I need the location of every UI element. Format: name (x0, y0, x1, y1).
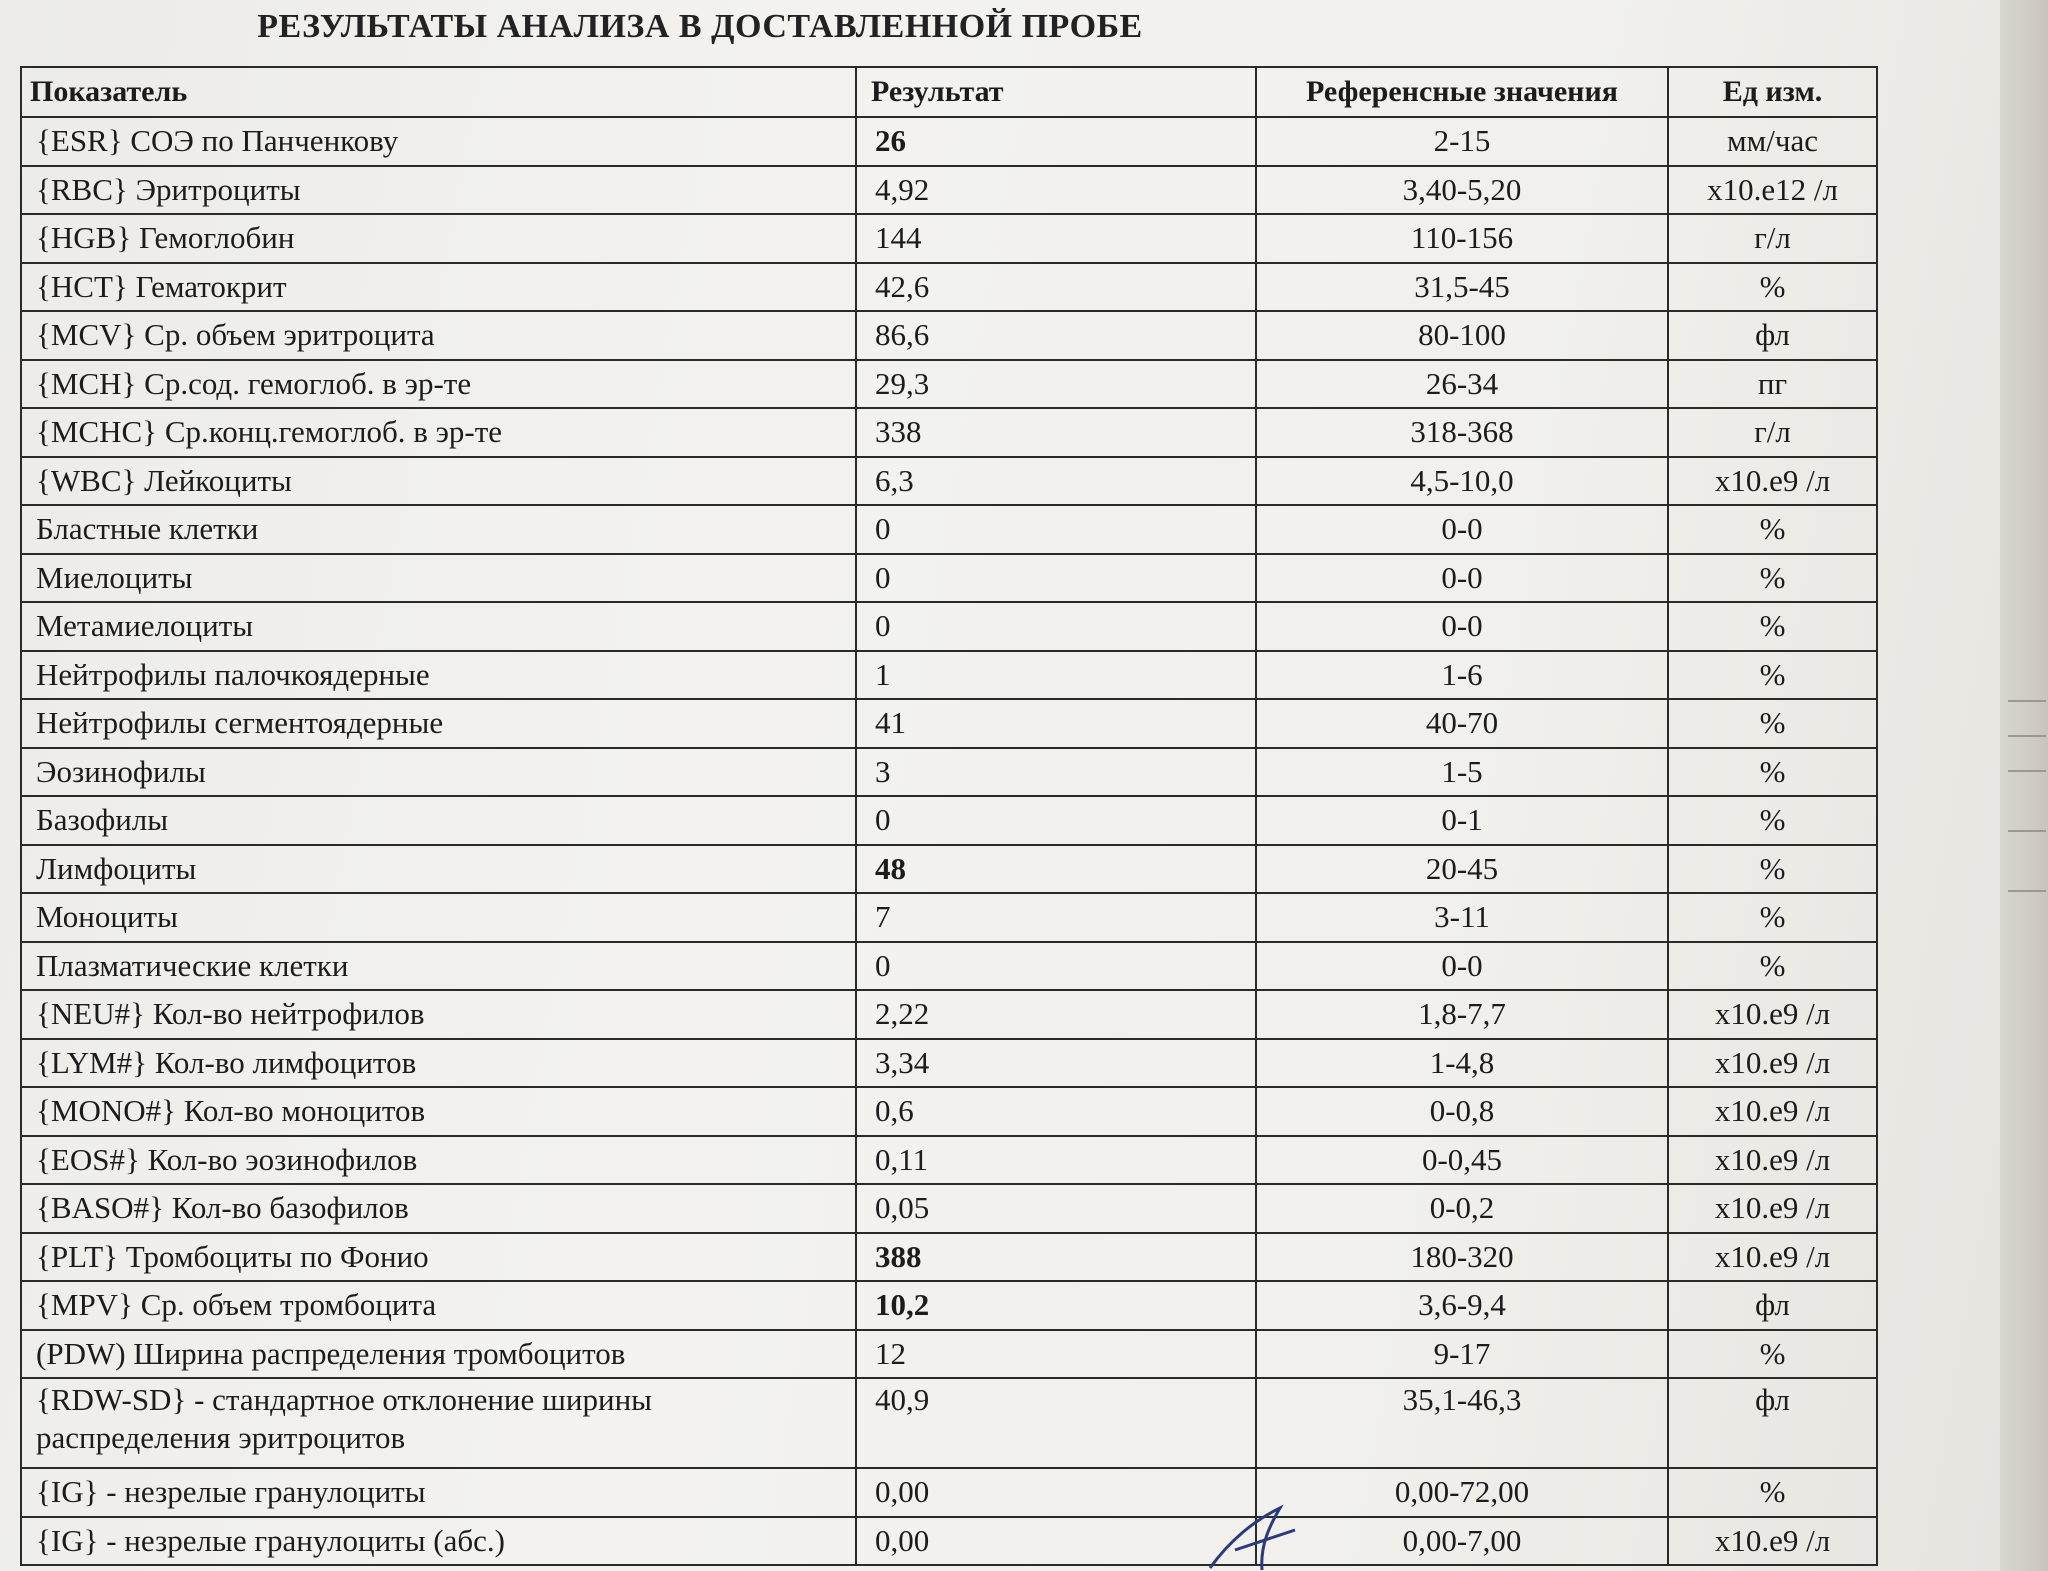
cell-result: 0,11 (856, 1136, 1256, 1185)
header-parameter: Показатель (21, 67, 856, 117)
table-row (21, 845, 1877, 894)
cell-reference: 110-156 (1256, 214, 1668, 263)
cell-unit: пг (1668, 360, 1877, 409)
cell-unit: мм/час (1668, 117, 1877, 166)
cell-parameter: {EOS#} Кол-во эозинофилов (21, 1136, 856, 1185)
cell-unit: % (1668, 263, 1877, 312)
cell-result: 0,05 (856, 1184, 1256, 1233)
cell-parameter: {WBC} Лейкоциты (21, 457, 856, 506)
cell-parameter: {MCHC} Ср.конц.гемоглоб. в эр-те (21, 408, 856, 457)
cell-unit: % (1668, 505, 1877, 554)
cell-result: 29,3 (856, 360, 1256, 409)
table-row (21, 1517, 1877, 1566)
table-row (21, 214, 1877, 263)
table-row (21, 457, 1877, 506)
cell-result: 0,00 (856, 1468, 1256, 1517)
cell-parameter: Бластные клетки (21, 505, 856, 554)
cell-unit: x10.e9 /л (1668, 1233, 1877, 1282)
cell-unit: % (1668, 651, 1877, 700)
cell-result: 1 (856, 651, 1256, 700)
results-table (20, 66, 1878, 1566)
header-unit: Ед изм. (1668, 67, 1877, 117)
cell-parameter: {MPV} Ср. объем тромбоцита (21, 1281, 856, 1330)
cell-parameter: {NEU#} Кол-во нейтрофилов (21, 990, 856, 1039)
cell-reference: 0-1 (1256, 796, 1668, 845)
cell-unit: x10.e9 /л (1668, 1087, 1877, 1136)
table-row (21, 408, 1877, 457)
table-row (21, 602, 1877, 651)
cell-reference: 0-0,2 (1256, 1184, 1668, 1233)
cell-result: 41 (856, 699, 1256, 748)
table-row (21, 699, 1877, 748)
cell-result: 4,92 (856, 166, 1256, 215)
cell-result: 0,6 (856, 1087, 1256, 1136)
table-row (21, 1378, 1877, 1468)
cell-unit: фл (1668, 1378, 1877, 1468)
header-reference: Референсные значения (1256, 67, 1668, 117)
header-result: Результат (856, 67, 1256, 117)
cell-unit: % (1668, 893, 1877, 942)
cell-unit: x10.e12 /л (1668, 166, 1877, 215)
cell-parameter: Метамиелоциты (21, 602, 856, 651)
cell-reference: 3-11 (1256, 893, 1668, 942)
cell-parameter: {MONO#} Кол-во моноцитов (21, 1087, 856, 1136)
cell-result: 7 (856, 893, 1256, 942)
cell-parameter: {PLT} Тромбоциты по Фонио (21, 1233, 856, 1282)
cell-unit: x10.e9 /л (1668, 1517, 1877, 1566)
cell-parameter: {MCH} Ср.сод. гемоглоб. в эр-те (21, 360, 856, 409)
cell-parameter: (PDW) Ширина распределения тромбоцитов (21, 1330, 856, 1379)
cell-unit: % (1668, 1468, 1877, 1517)
table-row (21, 796, 1877, 845)
table-row (21, 1184, 1877, 1233)
cell-parameter: {ESR} СОЭ по Панченкову (21, 117, 856, 166)
cell-reference: 35,1-46,3 (1256, 1378, 1668, 1468)
cell-reference: 0,00-72,00 (1256, 1468, 1668, 1517)
cell-reference: 180-320 (1256, 1233, 1668, 1282)
cell-unit: г/л (1668, 408, 1877, 457)
cell-result: 6,3 (856, 457, 1256, 506)
cell-reference: 0-0 (1256, 602, 1668, 651)
cell-reference: 0,00-7,00 (1256, 1517, 1668, 1566)
cell-parameter: Нейтрофилы сегментоядерные (21, 699, 856, 748)
cell-parameter: Плазматические клетки (21, 942, 856, 991)
cell-parameter: {IG} - незрелые гранулоциты (21, 1468, 856, 1517)
table-row (21, 748, 1877, 797)
page-edge (2000, 0, 2048, 1571)
table-row (21, 1233, 1877, 1282)
cell-reference: 1-4,8 (1256, 1039, 1668, 1088)
cell-result: 144 (856, 214, 1256, 263)
cell-unit: % (1668, 602, 1877, 651)
table-row (21, 1087, 1877, 1136)
cell-result: 12 (856, 1330, 1256, 1379)
cell-result: 10,2 (856, 1281, 1256, 1330)
cell-unit: x10.e9 /л (1668, 1184, 1877, 1233)
cell-parameter: {HGB} Гемоглобин (21, 214, 856, 263)
cell-parameter: {MCV} Ср. объем эритроцита (21, 311, 856, 360)
table-body (21, 117, 1877, 1565)
cell-parameter: Нейтрофилы палочкоядерные (21, 651, 856, 700)
cell-result: 0 (856, 602, 1256, 651)
cell-reference: 1,8-7,7 (1256, 990, 1668, 1039)
table-row (21, 1136, 1877, 1185)
cell-parameter: {IG} - незрелые гранулоциты (абс.) (21, 1517, 856, 1566)
document-title: РЕЗУЛЬТАТЫ АНАЛИЗА В ДОСТАВЛЕННОЙ ПРОБЕ (257, 8, 1143, 45)
cell-reference: 0-0,8 (1256, 1087, 1668, 1136)
cell-result: 40,9 (856, 1378, 1256, 1468)
cell-unit: x10.e9 /л (1668, 457, 1877, 506)
cell-parameter: Моноциты (21, 893, 856, 942)
cell-result: 42,6 (856, 263, 1256, 312)
cell-parameter: Лимфоциты (21, 845, 856, 894)
cell-parameter: {LYM#} Кол-во лимфоцитов (21, 1039, 856, 1088)
cell-parameter: {RDW-SD} - стандартное отклонение ширины распределения эритроцитов (21, 1378, 856, 1468)
table-row (21, 360, 1877, 409)
cell-reference: 1-5 (1256, 748, 1668, 797)
table-header-row (21, 67, 1877, 117)
cell-unit: % (1668, 554, 1877, 603)
cell-reference: 26-34 (1256, 360, 1668, 409)
table-row (21, 942, 1877, 991)
cell-reference: 9-17 (1256, 1330, 1668, 1379)
table-row (21, 311, 1877, 360)
table-row (21, 893, 1877, 942)
cell-result: 0 (856, 554, 1256, 603)
table-row (21, 990, 1877, 1039)
cell-unit: % (1668, 942, 1877, 991)
table-row (21, 263, 1877, 312)
table-row (21, 505, 1877, 554)
cell-unit: x10.e9 /л (1668, 1039, 1877, 1088)
cell-result: 3,34 (856, 1039, 1256, 1088)
cell-unit: фл (1668, 311, 1877, 360)
cell-reference: 20-45 (1256, 845, 1668, 894)
cell-result: 0,00 (856, 1517, 1256, 1566)
cell-parameter: Базофилы (21, 796, 856, 845)
table-row (21, 1281, 1877, 1330)
table-row (21, 1330, 1877, 1379)
cell-result: 2,22 (856, 990, 1256, 1039)
cell-result: 0 (856, 505, 1256, 554)
table-row (21, 117, 1877, 166)
cell-reference: 40-70 (1256, 699, 1668, 748)
cell-result: 26 (856, 117, 1256, 166)
cell-reference: 0-0 (1256, 505, 1668, 554)
cell-reference: 0-0 (1256, 942, 1668, 991)
cell-reference: 1-6 (1256, 651, 1668, 700)
cell-unit: % (1668, 1330, 1877, 1379)
cell-unit: % (1668, 748, 1877, 797)
cell-result: 388 (856, 1233, 1256, 1282)
cell-parameter: {BASO#} Кол-во базофилов (21, 1184, 856, 1233)
table-row (21, 554, 1877, 603)
table-row (21, 1039, 1877, 1088)
cell-parameter: {RBC} Эритроциты (21, 166, 856, 215)
cell-unit: фл (1668, 1281, 1877, 1330)
cell-result: 338 (856, 408, 1256, 457)
cell-result: 3 (856, 748, 1256, 797)
cell-reference: 3,40-5,20 (1256, 166, 1668, 215)
cell-unit: % (1668, 699, 1877, 748)
cell-parameter: Эозинофилы (21, 748, 856, 797)
table-row (21, 651, 1877, 700)
cell-reference: 0-0,45 (1256, 1136, 1668, 1185)
cell-reference: 31,5-45 (1256, 263, 1668, 312)
cell-result: 0 (856, 942, 1256, 991)
signature-mark (1200, 1500, 1320, 1571)
cell-reference: 318-368 (1256, 408, 1668, 457)
cell-result: 48 (856, 845, 1256, 894)
cell-unit: % (1668, 845, 1877, 894)
cell-reference: 4,5-10,0 (1256, 457, 1668, 506)
cell-result: 0 (856, 796, 1256, 845)
cell-reference: 80-100 (1256, 311, 1668, 360)
cell-result: 86,6 (856, 311, 1256, 360)
cell-unit: % (1668, 796, 1877, 845)
table-row (21, 166, 1877, 215)
cell-reference: 3,6-9,4 (1256, 1281, 1668, 1330)
cell-parameter: {HCT} Гематокрит (21, 263, 856, 312)
cell-unit: x10.e9 /л (1668, 990, 1877, 1039)
table-row (21, 1468, 1877, 1517)
cell-unit: x10.e9 /л (1668, 1136, 1877, 1185)
cell-reference: 2-15 (1256, 117, 1668, 166)
cell-reference: 0-0 (1256, 554, 1668, 603)
cell-parameter: Миелоциты (21, 554, 856, 603)
cell-unit: г/л (1668, 214, 1877, 263)
